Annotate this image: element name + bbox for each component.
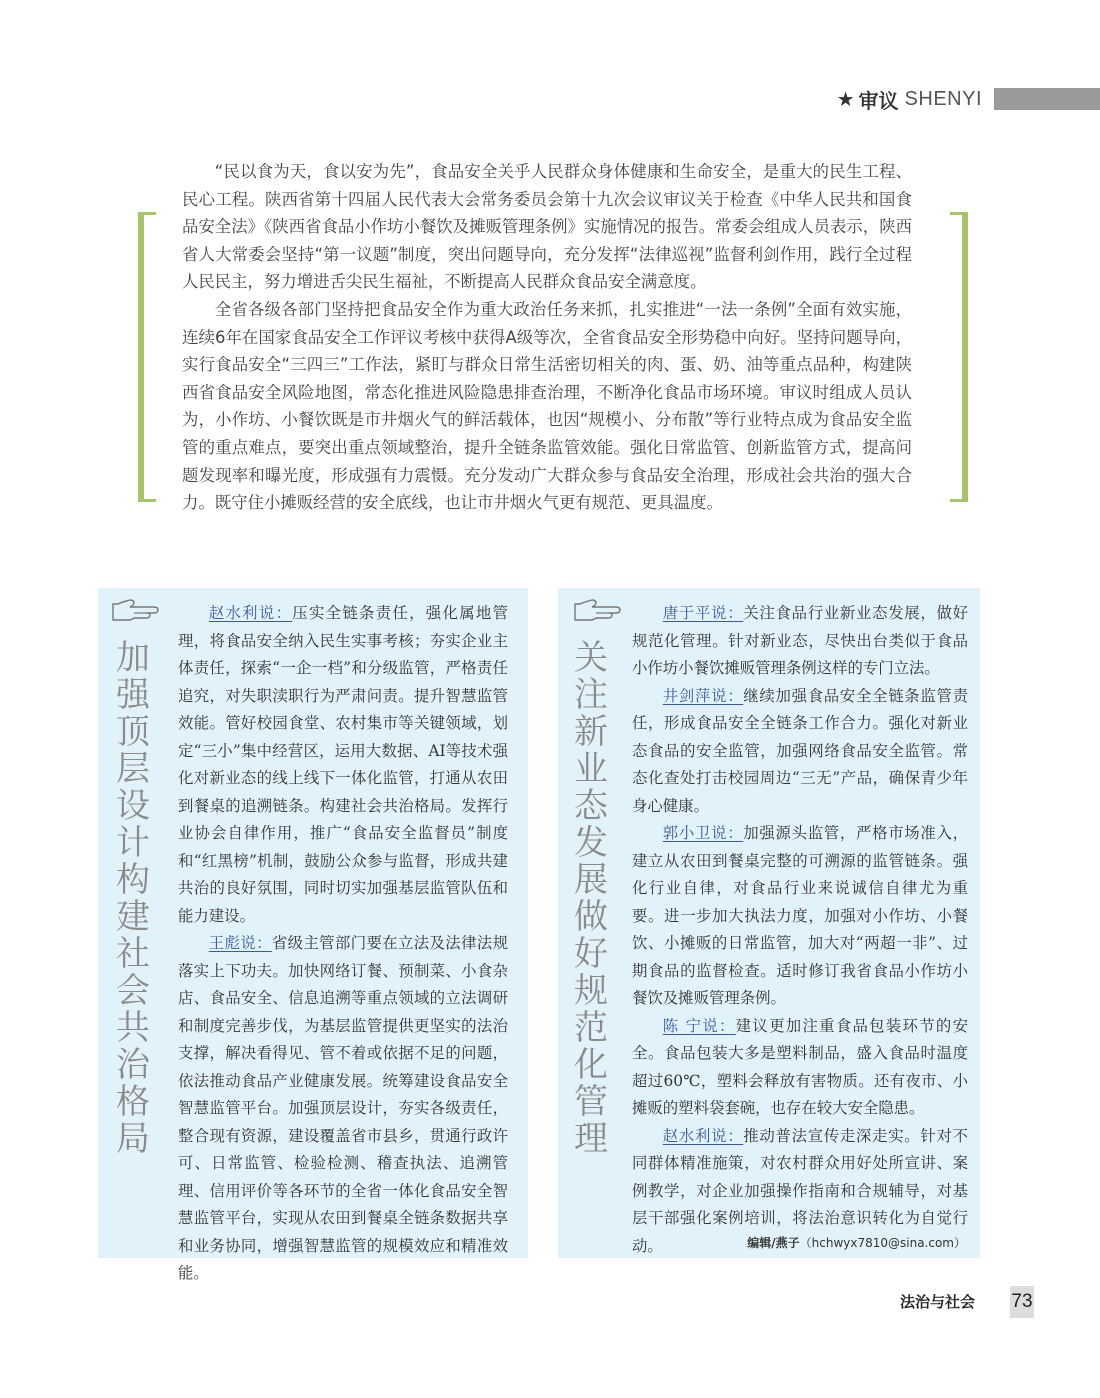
statement-paragraph [178,600,508,930]
title-char: 计 [116,823,150,863]
left-bracket-decoration [138,212,156,502]
title-char: 化 [574,1045,608,1085]
right-bracket-decoration [950,212,968,502]
title-char: 范 [574,1008,608,1048]
title-char: 建 [116,897,150,937]
magazine-name: 法治与社会 [900,1293,976,1311]
section-header [837,86,1100,112]
speaker-name: 陈 宁说： [662,1016,736,1035]
statement-text: 推动普法宣传走深走实。针对不同群体精准施策，对农村群众用好处所宣讲、案例教学，对企业加强操作指南和合规辅导，对基层干部强化案例培训，将法治意识转化为自觉行动。 [632,1126,968,1255]
statement-text: 省级主管部门要在立法及法律法规落实上下功夫。加快网络订餐、预制菜、小食杂店、食品安全、信息追溯等重点领域的立法调研和制度完善步伐，为基层监管提供更坚实的法治支撑，解决看得见、管不着或依据不足的问题，依法推动食品产业健康发展。统筹建设食品安全智慧监管平台。加强顶层设计，夯实各级责任，整合现有资源，建设覆盖省市县乡，贯通行政许可、日常监管、检验检测、稽查执法、追溯管理、信用评价等各环节的全省一体化食品安全智慧监管平台，实现从农田到餐桌全链条数据共享和业务协同，增强智慧监管的规模效应和精准效能。 [178,934,508,1282]
title-char: 新 [574,712,608,752]
title-char: 格 [116,1082,150,1122]
title-char: 规 [574,971,608,1011]
statement-paragraph [632,820,968,1013]
title-char: 态 [574,786,608,826]
title-char: 管 [574,1082,608,1122]
title-char: 局 [116,1119,150,1159]
speaker-name: 王彪说： [208,934,272,952]
intro-paragraph: “民以食为天，食以安为先”，食品安全关乎人民群众身体健康和生命安全，是重大的民生工程、民心工程。陕西省第十四届人民代表大会常务委员会第十九次会议审议关于检查《中华人民共和国食品安全法》《陕西省食品小作坊小餐饮及摊贩管理条例》实施情况的报告。常委会组成人员表示，陕西省人大常委会坚持“第一议题”制度，突出问题导向，充分发挥“法律巡视”监督利剑作用，践行全过程人民民主，努力增进舌尖民生福祉，不断提高人民群众食品安全满意度。 [182,162,912,292]
title-char: 会 [116,971,150,1011]
editor-email: （hchwyx7810@sina.com） [799,1236,966,1250]
title-char: 强 [116,675,150,715]
pointing-hand-icon [110,598,164,624]
right-column-text [632,600,968,1260]
statement-paragraph [632,683,968,821]
title-char: 展 [574,860,608,900]
statement-text: 建议更加注重食品包装环节的安全。食品包装大多是塑料制品，盛入食品时温度超过60℃，塑料会释放有害物质。还有夜市、小摊贩的塑料袋套碗，也存在较大安全隐患。 [632,1016,968,1117]
intro-text [182,158,912,517]
title-char: 好 [574,934,608,974]
right-column-vertical-title [570,640,612,1158]
section-title-en: SHENYI [904,87,982,110]
statement-text: 关注食品行业新业态发展，做好规范化管理。针对新业态，尽快出台类似于食品小作坊小餐饮摊贩管理条例这样的专门立法。 [632,604,968,677]
speaker-name: 井剑萍说： [662,686,744,705]
left-column [98,588,528,1282]
speaker-name: 赵水利说： [208,604,293,622]
title-char: 理 [574,1119,608,1159]
title-char: 构 [116,860,150,900]
editor-label: 编辑/燕子 [747,1236,800,1250]
title-char: 发 [574,823,608,863]
title-char: 业 [574,749,608,789]
left-column-vertical-title [112,640,154,1158]
speaker-name: 赵水利说： [662,1126,744,1145]
statement-paragraph [178,930,508,1288]
title-char: 注 [574,675,608,715]
right-column [558,588,980,1258]
title-char: 加 [116,638,150,678]
page-number: 73 [1010,1286,1034,1318]
title-char: 关 [574,638,608,678]
title-char: 顶 [116,712,150,752]
title-char: 做 [574,897,608,937]
editor-credit [747,1234,966,1251]
statement-text: 压实全链条责任，强化属地管理，将食品安全纳入民生实事考核；夯实企业主体责任，探索“一企一档”和分级监管，严格责任追究，对失职渎职行为严肃问责。提升智慧监管效能。管好校园食堂、农村集市等关键领域，划定“三小”集中经营区，运用大数据、AI等技术强化对新业态的线上线下一体化监管，打通从农田到餐桌的追溯链条。构建社会共治格局。发挥行业协会自律作用，推广“食品安全监督员”制度和“红黑榜”机制，鼓励公众参与监督，形成共建共治的良好氛围，同时切实加强基层监管队伍和能力建设。 [178,604,508,925]
pointing-hand-icon [572,598,626,624]
statement-paragraph [632,600,968,683]
statement-paragraph [632,1013,968,1123]
title-char: 层 [116,749,150,789]
speaker-name: 郭小卫说： [662,824,744,842]
section-title-cn: 审议 [858,88,899,113]
title-char: 共 [116,1008,150,1048]
speaker-name: 唐于平说： [662,604,744,622]
title-char: 治 [116,1045,150,1085]
left-column-text [178,600,508,1288]
statement-text: 加强源头监管，严格市场准入，建立从农田到餐桌完整的可溯源的监管链条。强化行业自律，对食品行业来说诚信自律尤为重要。进一步加大执法力度，加强对小作坊、小餐饮、小摊贩的日常监管，加大对“两超一非”、过期食品的监督检查。适时修订我省食品小作坊小餐饮及摊贩管理条例。 [632,824,968,1007]
star-icon: ★ [836,87,855,111]
intro-paragraph: 全省各级各部门坚持把食品安全作为重大政治任务来抓，扎实推进“一法一条例”全面有效实施，连续6年在国家食品安全工作评议考核中获得A级等次，全省食品安全形势稳中向好。坚持问题导向，实行食品安全“三四三”工作法，紧盯与群众日常生活密切相关的肉、蛋、奶、油等重点品种，构建陕西省食品安全风险地图，常态化推进风险隐患排查治理，不断净化食品市场环境。审议时组成人员认为，小作坊、小餐饮既是市井烟火气的鲜活载体，也因“规模小、分布散”等行业特点成为食品安全监管的重点难点，要突出重点领域整治，提升全链条监管效能。强化日常监管、创新监管方式，提高问题发现率和曝光度，形成强有力震慑。充分发动广大群众参与食品安全治理，形成社会共治的强大合力。既守住小摊贩经营的安全底线，也让市井烟火气更有规范、更具温度。 [182,299,912,513]
header-bar [994,88,1100,110]
title-char: 设 [116,786,150,826]
title-char: 社 [116,934,150,974]
statement-text: 继续加强食品安全全链条监管责任，形成食品安全全链条工作合力。强化对新业态食品的安全监管，加强网络食品安全监管。常态化查处打击校园周边“三无”产品，确保青少年身心健康。 [632,686,968,815]
